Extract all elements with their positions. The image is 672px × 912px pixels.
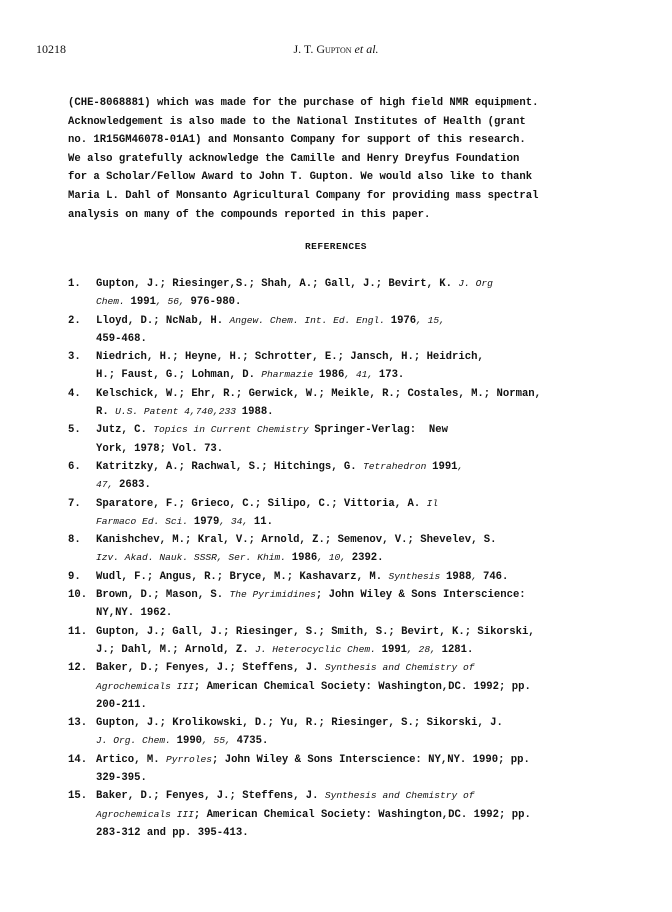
acknowledgement-line: (CHE-8068881) which was made for the purchase of high field NMR equipment. [68,97,539,109]
reference-line [96,678,638,696]
citation-text: J.; Dahl, M.; Arnold, Z. [96,643,255,656]
citation-text: Baker, D.; Fenyes, J.; Steffens, J. [96,790,325,803]
citation-italic-text: Agrochemicals III [96,808,194,820]
reference-line [96,421,638,439]
citation-text: 200-211. [96,698,147,711]
acknowledgement-paragraph [68,94,628,224]
reference-item [68,714,638,751]
citation-text: ; American Chemical Society: Washington,DC. 1992; pp. [193,808,531,821]
reference-item [68,312,638,349]
citation-italic-text: Synthesis [388,570,447,582]
reference-line [96,275,638,293]
reference-line [96,476,638,494]
references-heading: REFERENCES [304,241,367,252]
citation-text: 746. [482,570,509,583]
citation-italic-text: , 56, [155,296,191,308]
reference-line [96,806,638,824]
reference-number: 4. [68,387,81,400]
reference-line [96,732,638,750]
citation-italic-text: Il [426,497,439,509]
citation-italic-text: J. Org [458,278,493,289]
citation-text: Niedrich, H.; Heyne, H.; Schrotter, E.; Jansch, H.; Heidrich, [96,351,484,364]
reference-item [68,623,638,660]
citation-text: Kelschick, W.; Ehr, R.; Gerwick, W.; Meikle, R.; Costales, M.; Norman, [96,387,542,400]
reference-number: 10. [68,589,88,602]
reference-line [96,696,638,714]
reference-line [96,641,638,659]
reference-number: 9. [68,570,81,583]
citation-italic-text: U.S. Patent 4,740,233 [115,406,242,418]
citation-italic-text: , 55, [202,735,237,747]
reference-item [68,751,638,788]
running-head [36,42,636,57]
citation-text: 1976 [390,314,417,327]
citation-text: Wudl, F.; Angus, R.; Bryce, M.; Kashavarz, M. [96,570,389,583]
acknowledgement-line: Maria L. Dahl of Monsanto Agricultural Company for providing mass spectral [68,189,539,202]
reference-line [96,440,638,458]
citation-text: 2392. [351,552,384,565]
reference-line [96,659,638,677]
citation-text: Gupton, J.; Gall, J.; Riesinger, S.; Smith, S.; Bevirt, K.; Sikorski, [96,625,535,638]
reference-line [96,824,638,842]
citation-italic-text: J. Org. Chem. [96,735,177,747]
citation-italic-text: Farmaco Ed. Sci. [96,515,194,527]
reference-line [96,623,638,641]
acknowledgement-line: no. 1R15GM46078-01A1) and Monsanto Company for support of this research. [68,134,526,147]
citation-italic-text: The Pyrimidines [229,589,316,601]
reference-line [96,604,638,622]
reference-line [96,385,638,403]
citation-italic-text: , 15, [416,314,445,326]
reference-item [68,495,638,532]
citation-text: Kanishchev, M.; Kral, V.; Arnold, Z.; Semenov, V.; Shevelev, S. [96,534,497,547]
citation-text: 2683. [119,479,151,492]
citation-italic-text: Synthesis and Chemistry of [324,662,475,674]
reference-item [68,348,638,385]
citation-text: Gupton, J.; Krolikowski, D.; Yu, R.; Riesinger, S.; Sikorski, J. [96,717,503,730]
reference-line [96,348,638,366]
reference-line [96,714,638,732]
reference-number: 11. [68,625,88,638]
citation-italic-text: Chem. [96,296,131,308]
reference-text [96,531,638,568]
citation-text: Artico, M. [96,753,166,766]
citation-text: ; John Wiley & Sons Interscience: [315,589,526,602]
citation-italic-text: , 34, [219,515,254,527]
citation-text: Springer-Verlag: New [314,424,448,437]
citation-italic-text: Tetrahedron [363,460,433,472]
reference-text [96,385,638,422]
citation-text: NY,NY. 1962. [96,607,173,620]
reference-text [96,586,638,623]
citation-text: 1986 [291,552,318,565]
reference-text [96,623,638,660]
reference-item [68,421,638,458]
citation-italic-text: Izv. Akad. Nauk. SSSR, Ser. Khim. [96,552,292,564]
citation-italic-text: Agrochemicals III [96,680,194,692]
reference-line [96,751,638,769]
reference-item [68,787,638,842]
citation-text: 1991 [130,296,156,309]
reference-item [68,586,638,623]
citation-text: ; American Chemical Society: Washington,DC. 1992; pp. [193,680,531,693]
reference-number: 14. [68,753,88,766]
reference-text [96,568,638,586]
citation-italic-text: , [457,460,464,472]
reference-text [96,348,638,385]
citation-text: 976-980. [190,296,242,309]
reference-item [68,568,638,586]
page-number: 10218 [36,42,66,56]
reference-number: 5. [68,424,81,437]
acknowledgement-line: We also gratefully acknowledge the Camille and Henry Dreyfus Foundation [68,152,520,165]
citation-text: 1991 [432,460,458,473]
citation-italic-text: J. Heterocyclic Chem. [254,643,382,655]
citation-italic-text: , 41, [344,369,379,381]
reference-text [96,275,638,312]
reference-text [96,421,638,458]
reference-line [96,513,638,531]
reference-line [96,531,638,549]
reference-item [68,385,638,422]
reference-text [96,751,638,788]
citation-text: Lloyd, D.; NcNab, H. [96,314,230,327]
citation-italic-text: Angew. Chem. Int. Ed. Engl. [229,314,391,326]
reference-text [96,495,638,532]
reference-number: 3. [68,351,81,364]
citation-text: 1988 [446,570,472,583]
reference-line [96,769,638,787]
citation-italic-text: Pyrroles [165,753,212,765]
citation-italic-text: Synthesis and Chemistry of [324,790,475,802]
acknowledgement-line: Acknowledgement is also made to the National Institutes of Health (grant [68,115,526,128]
citation-italic-text: Pharmazie [261,369,319,381]
citation-italic-text: , [471,570,483,582]
reference-text [96,458,638,495]
reference-number: 15. [68,790,88,803]
reference-line [96,549,638,567]
citation-text: 459-468. [96,332,147,345]
et-al: et al. [354,42,379,56]
citation-text: 283-312 and pp. 395-413. [96,826,249,839]
reference-number: 1. [68,278,81,290]
reference-item [68,659,638,714]
citation-text: 1990 [176,735,203,748]
reference-text [96,787,638,842]
reference-text [96,714,638,751]
reference-text [96,659,638,714]
reference-line [96,403,638,421]
citation-text: Sparatore, F.; Grieco, C.; Silipo, C.; Vittoria, A. [96,497,427,510]
reference-number: 8. [68,534,81,547]
acknowledgement-line: analysis on many of the compounds reported in this paper. [68,208,431,221]
citation-text: 329-395. [96,772,147,785]
reference-line [96,495,638,513]
citation-text: Katritzky, A.; Rachwal, S.; Hitchings, G. [96,460,364,473]
citation-text: Jutz, C. [96,424,154,437]
acknowledgement-line: for a Scholar/Fellow Award to John T. Gupton. We would also like to thank [68,171,533,184]
reference-number: 12. [68,662,88,675]
citation-italic-text: Topics in Current Chemistry [153,424,315,436]
citation-text: 1281. [441,643,474,656]
reference-item [68,458,638,495]
citation-text: 1988. [241,406,274,419]
citation-text: H.; Faust, G.; Lohman, D. [96,369,262,382]
reference-line [96,366,638,384]
reference-line [96,293,638,311]
citation-text: R. [96,406,116,419]
citation-text: 1979 [193,515,220,528]
citation-text: 4735. [236,735,269,748]
citation-text: Gupton, J.; Riesinger,S.; Shah, A.; Gall, J.; Bevirt, K. [96,278,459,290]
reference-line [96,312,638,330]
citation-text: 1986 [318,369,345,382]
citation-text: ; John Wiley & Sons Interscience: NY,NY. 1990; pp. [212,753,530,766]
citation-text: 11. [253,515,273,528]
citation-text: Baker, D.; Fenyes, J.; Steffens, J. [96,662,325,675]
citation-text: York, 1978; Vol. 73. [96,442,224,455]
page-header [36,42,636,60]
reference-text [96,312,638,349]
reference-line [96,568,638,586]
citation-italic-text: , 28, [407,643,442,655]
reference-line [96,330,638,348]
reference-number: 13. [68,717,88,730]
citation-text: 1991 [381,643,408,656]
reference-number: 7. [68,497,81,510]
author-name: J. T. Gupton [293,42,352,56]
citation-text: 173. [378,369,405,382]
reference-list [68,275,638,842]
reference-line [96,586,638,604]
reference-item [68,275,638,312]
citation-italic-text: 47, [96,479,120,491]
reference-number: 6. [68,460,81,473]
reference-number: 2. [68,314,81,327]
citation-italic-text: , 10, [317,552,352,564]
reference-line [96,787,638,805]
reference-item [68,531,638,568]
reference-line [96,458,638,476]
citation-text: Brown, D.; Mason, S. [96,589,230,602]
